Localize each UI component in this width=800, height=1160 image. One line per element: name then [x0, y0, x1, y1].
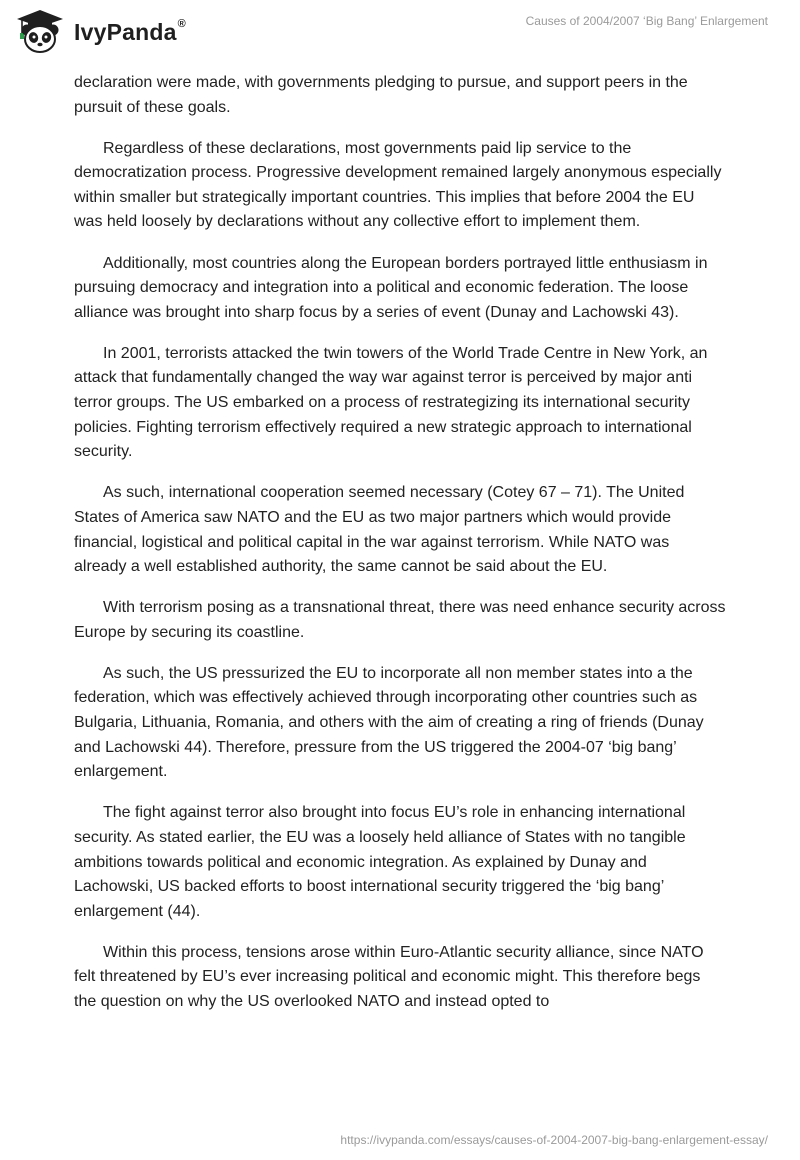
source-url-link[interactable]: https://ivypanda.com/essays/causes-of-2004-2007-big-bang-enlargement-essay/ [340, 1133, 768, 1147]
page-header [0, 0, 800, 64]
brand-logo[interactable] [14, 8, 186, 54]
essay-body [74, 71, 726, 1031]
brand-name-text: IvyPanda [74, 18, 177, 45]
paragraph: As such, international cooperation seemed necessary (Cotey 67 – 71). The United States of America saw NATO and the EU as two major partners which would provide financial, logistical and political capital in the war against terrorism. While NATO was already a well established authority, the same cannot be said about the EU. [74, 484, 685, 576]
paragraph: declaration were made, with governments pledging to pursue, and support peers in the pursuit of these goals. [74, 74, 688, 116]
document-title: Causes of 2004/2007 ‘Big Bang’ Enlargement [525, 14, 768, 28]
registered-mark: ® [177, 17, 186, 30]
paragraph: In 2001, terrorists attacked the twin towers of the World Trade Centre in New York, an attack that fundamentally changed the way war against terror is perceived by major anti terror groups. The US embarked on a process of restrategizing its international security policies. Fighting terrorism effectively required a new strategic approach to international security. [74, 344, 708, 461]
paragraph: Regardless of these declarations, most governments paid lip service to the democratization process. Progressive development remained largely anonymous especially within smaller but strategically important countries. This implies that before 2004 the EU was held loosely by declarations without any collective effort to implement them. [74, 139, 722, 231]
paragraph: The fight against terror also brought into focus EU’s role in enhancing international security. As stated earlier, the EU was a loosely held alliance of States with no tangible ambitions towards political and economic integration. As explained by Dunay and Lachowski, US backed efforts to boost international security triggered the ‘big bang’ enlargement (44). [74, 804, 686, 920]
paragraph: As such, the US pressurized the EU to incorporate all non member states into a the federation, which was effectively achieved through incorporating other countries such as Bulgaria, Lithuania, Romania, and others with the aim of creating a ring of friends (Dunay and Lachowski 44). Therefore, pressure from the US triggered the 2004-07 ‘big bang’ enlargement. [74, 664, 704, 781]
paragraph: Within this process, tensions arose within Euro-Atlantic security alliance, since NATO felt threatened by EU’s ever increasing political and economic might. This therefore begs the question on why the US overlooked NATO and instead opted to [74, 943, 704, 1010]
paragraph: With terrorism posing as a transnational threat, there was need enhance security across Europe by securing its coastline. [74, 599, 726, 641]
brand-name [74, 19, 186, 46]
panda-graduate-icon [14, 8, 66, 54]
paragraph: Additionally, most countries along the European borders portrayed little enthusiasm in pursuing democracy and integration into a political and economic federation. The loose alliance was brought into sharp focus by a series of event (Dunay and Lachowski 43). [74, 254, 708, 321]
